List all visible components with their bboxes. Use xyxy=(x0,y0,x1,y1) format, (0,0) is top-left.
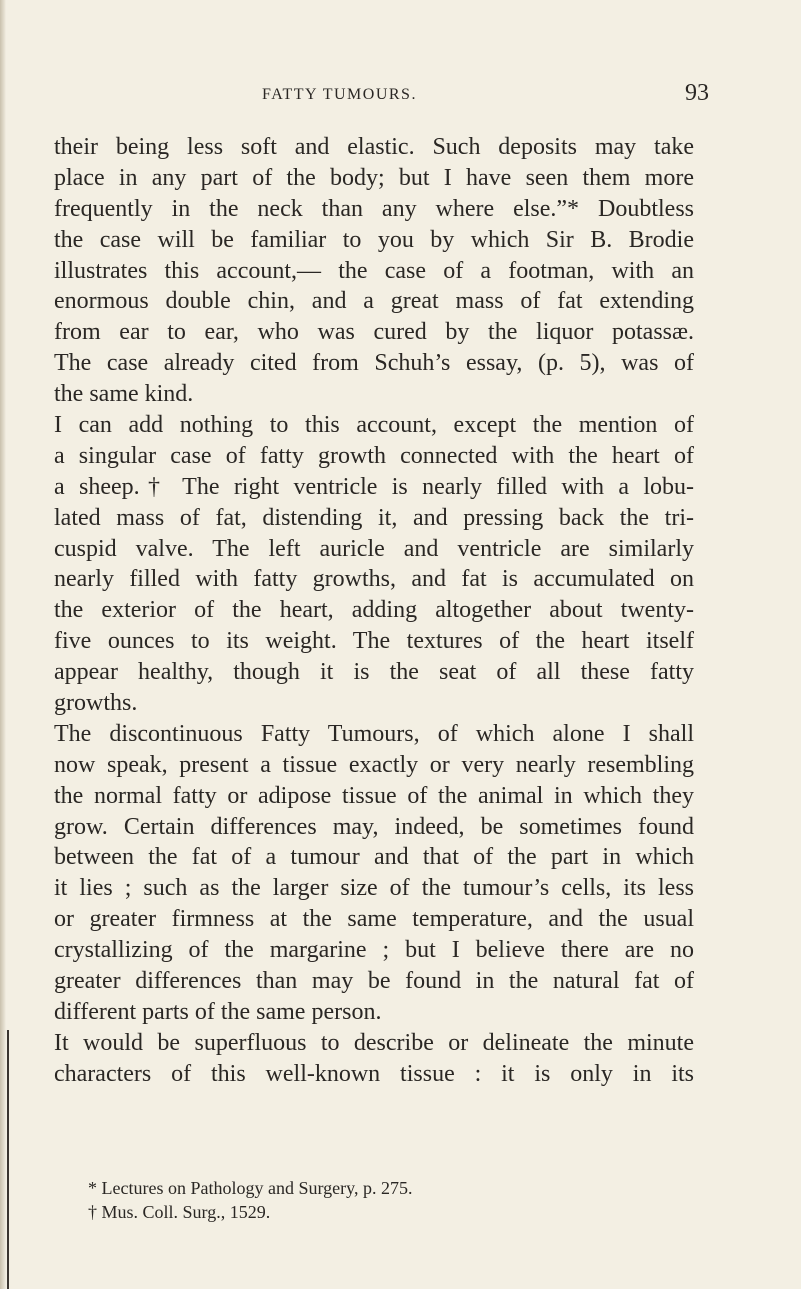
text-line: now speak, present a tissue exactly or very nearly resembling xyxy=(54,751,694,778)
text-line: the normal fatty or adipose tissue of the animal in which they xyxy=(54,782,694,809)
footnotes xyxy=(88,1176,708,1224)
text-line: from ear to ear, who was cured by the liquor potassæ. xyxy=(54,319,694,346)
text-line: growths. xyxy=(54,690,138,717)
text-line: The case already cited from Schuh’s essay, (p. 5), was of xyxy=(54,350,694,377)
text-line: grow. Certain differences may, indeed, be sometimes found xyxy=(54,813,694,840)
running-head: FATTY TUMOURS. xyxy=(262,86,417,103)
text-line: characters of this well-known tissue : it is only in its xyxy=(54,1060,694,1087)
text-line: frequently in the neck than any where else.”* Doubtless xyxy=(54,195,694,222)
text-line: a singular case of fatty growth connected with the heart of xyxy=(54,442,694,469)
text-line: greater differences than may be found in the natural fat of xyxy=(54,968,694,995)
text-line: The discontinuous Fatty Tumours, of which alone I shall xyxy=(54,720,694,747)
text-line: different parts of the same person. xyxy=(54,998,382,1025)
text-line: cuspid valve. The left auricle and ventricle are similarly xyxy=(54,535,694,562)
text-line: It would be superfluous to describe or delineate the minute xyxy=(54,1029,694,1056)
text-line: place in any part of the body; but I have seen them more xyxy=(54,164,694,191)
text-line: appear healthy, though it is the seat of all these fatty xyxy=(54,659,694,686)
text-line: a sheep.† The right ventricle is nearly filled with a lobu- xyxy=(54,473,694,500)
text-line: the exterior of the heart, adding altogether about twenty- xyxy=(54,597,694,624)
binding-edge xyxy=(7,1030,9,1289)
text-line: or greater firmness at the same temperature, and the usual xyxy=(54,906,694,933)
text-line: the case will be familiar to you by which Sir B. Brodie xyxy=(54,226,694,253)
text-line: their being less soft and elastic. Such deposits may take xyxy=(54,134,694,160)
body-text xyxy=(54,132,694,1090)
text-line: lated mass of fat, distending it, and pressing back the tri- xyxy=(54,504,694,531)
footnote: † Mus. Coll. Surg., 1529. xyxy=(88,1202,271,1222)
text-line: enormous double chin, and a great mass of fat extending xyxy=(54,288,694,315)
text-line: between the fat of a tumour and that of the part in which xyxy=(54,844,694,871)
text-line: I can add nothing to this account, except the mention of xyxy=(54,412,694,439)
text-line: it lies ; such as the larger size of the tumour’s cells, its less xyxy=(54,875,694,902)
page-spine-shadow xyxy=(0,0,6,1289)
text-line: crystallizing of the margarine ; but I believe there are no xyxy=(54,937,694,964)
footnote: * Lectures on Pathology and Surgery, p. 275. xyxy=(88,1178,413,1198)
page-number: 93 xyxy=(685,80,709,106)
text-line: five ounces to its weight. The textures of the heart itself xyxy=(54,628,694,655)
text-line: the same kind. xyxy=(54,381,194,408)
text-line: nearly filled with fatty growths, and fat is accumulated on xyxy=(54,566,694,593)
text-line: illustrates this account,— the case of a footman, with an xyxy=(54,257,694,284)
